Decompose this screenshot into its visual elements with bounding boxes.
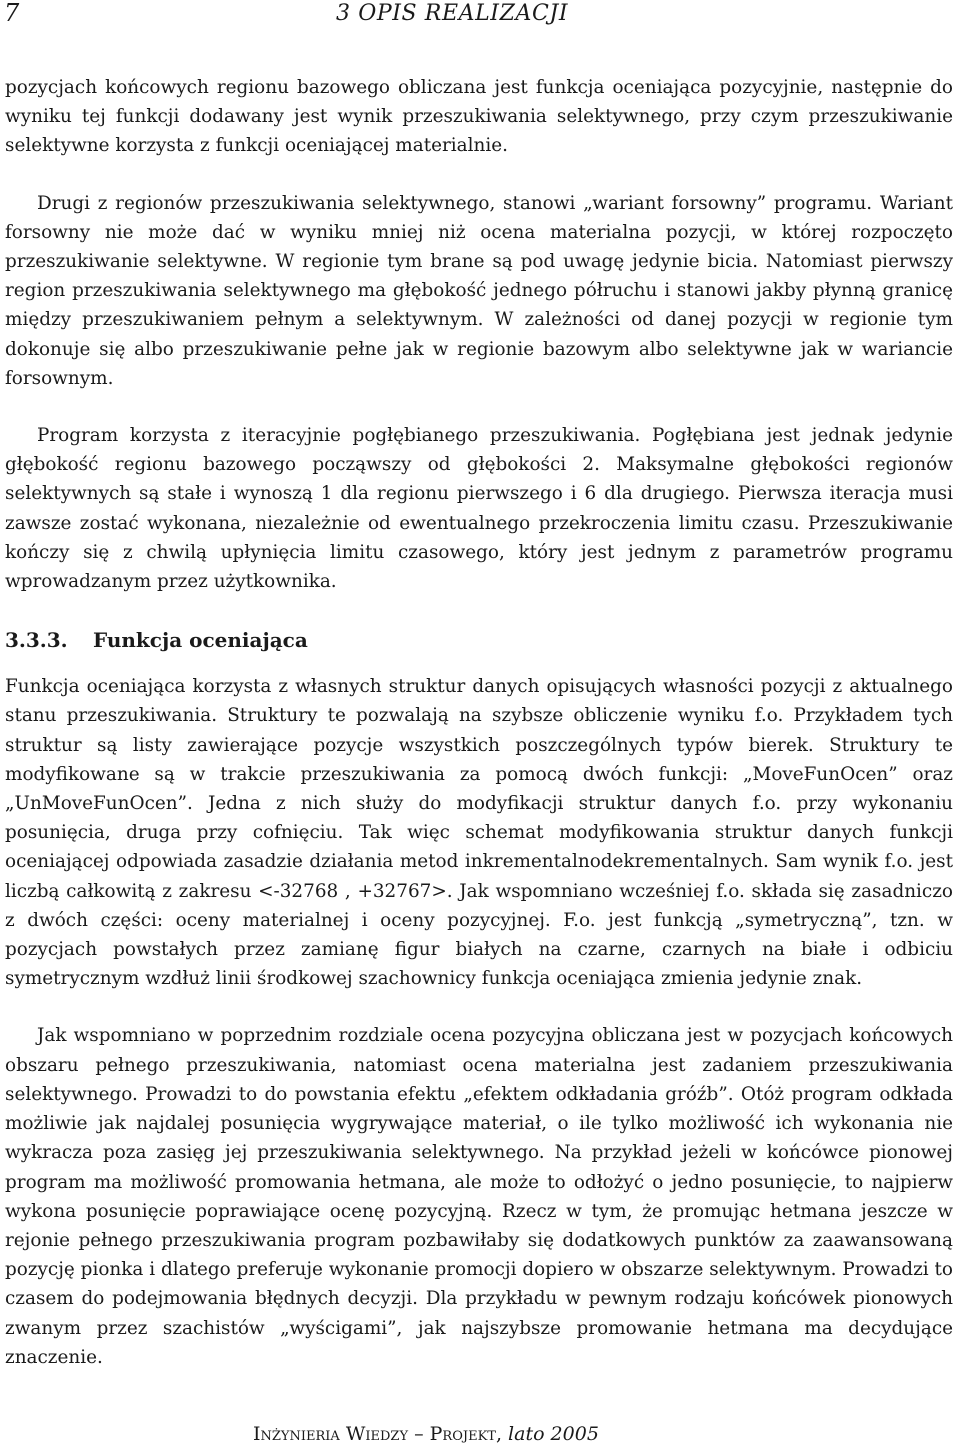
paragraph-forced-variant: Drugi z regionów przeszukiwania selektywnego, stanowi „wariant forsowny” programu. Wariant forsowny nie może dać w wyniku mniej niż ocena materialna pozycji, w której rozpoczęto przeszukiwanie selektywne. W regionie tym brane są pod uwagę jedynie bicia. Natomiast pierwszy region przeszukiwania selektywnego ma głębokość jednego półruchu i stanowi jakby płynną granicę między przeszukiwaniem pełnym a selektywnym. W zależności od danej pozycji w regionie tym dokonuje się albo przeszukiwanie pełne jak w regionie bazowym albo selektywne jak w wariancie forsownym.	[5, 192, 953, 389]
footer-date: lato 2005	[502, 1423, 599, 1445]
section-number: 3.3.3.	[5, 628, 68, 653]
page-header	[4, 0, 956, 30]
footer-journal: Inżynieria Wiedzy	[253, 1423, 409, 1445]
section-title: Funkcja oceniająca	[93, 628, 308, 653]
page-body	[5, 73, 953, 1372]
footer-separator: –	[408, 1423, 430, 1445]
running-head: 3 OPIS REALIZACJI	[336, 1, 569, 26]
page-number: 7	[4, 0, 20, 27]
footer-project: Projekt,	[429, 1423, 502, 1445]
paragraph-continuation: pozycjach końcowych regionu bazowego obliczana jest funkcja oceniająca pozycyjnie, następnie do wyniku tej funkcji dodawany jest wynik przeszukiwania selektywnego, przy czym przeszukiwanie selektywne korzysta z funkcji oceniającej materialnie.	[5, 77, 953, 157]
paragraph-iterative-deepening: Program korzysta z iteracyjnie pogłębianego przeszukiwania. Pogłębiana jest jednak jedynie głębokość regionu bazowego począwszy od głębokości 2. Maksymalne głębokości regionów selektywnych są stałe i wynoszą 1 dla regionu pierwszego i 6 dla drugiego. Pierwsza iteracja musi zawsze zostać wykonana, niezależnie od ewentualnego przekroczenia limitu czasu. Przeszukiwanie kończy się z chwilą upłynięcia limitu czasowego, który jest jednym z parametrów programu wprowadzanym przez użytkownika.	[5, 425, 953, 593]
paragraph-threat-postponement: Jak wspomniano w poprzednim rozdziale ocena pozycyjna obliczana jest w pozycjach końcowych obszaru pełnego przeszukiwania, natomiast ocena materialna jest zadaniem przeszukiwania selektywnego. Prowadzi to do powstania efektu „efektem odkładania gróźb”. Otóż program odkłada możliwie jak najdalej posunięcia wygrywające materiał, o ile tylko możliwość ich wykonania nie wykracza poza zasięg jej przeszukiwania selektywnego. Na przykład jeżeli w końcówce pionowej program ma możliwość promowania hetmana, ale może to odłożyć o jedno posunięcie, to najpierw wykona posunięcie poprawiające ocenę pozycyjną. Rzecz w tym, że promując hetmana jeszcze w rejonie pełnego przeszukiwania program pozbawiłaby się dodatkowych punktów za zaawansowaną pozycję pionka i dlatego preferuje wykonanie promocji dopiero w obszarze selektywnym. Prowadzi to czasem do podejmowania błędnych decyzji. Dla przykładu w pewnym rodzaju końcówek pionowych zwanym przez szachistów „wyścigami”, jak najszybsze promowanie hetmana ma decydujące znaczenie.	[5, 1025, 953, 1368]
section-heading	[5, 624, 953, 672]
paragraph-evaluation-function: Funkcja oceniająca korzysta z własnych struktur danych opisujących własności pozycji z aktualnego stanu przeszukiwania. Struktury te pozwalają na szybsze obliczenie wyniku f.o. Przykładem tych struktur są listy zawierające pozycje wszystkich poszczególnych typów bierek. Struktury te modyfikowane są w trakcie przeszukiwania za pomocą dwóch funkcji: „MoveFunOcen” oraz „UnMoveFunOcen”. Jedna z nich służy do modyfikacji struktur danych f.o. przy wykonaniu posunięcia, druga przy cofnięciu. Tak więc schemat modyfikowania struktur danych funkcji oceniającej odpowiada zasadzie działania metod inkrementalnodekrementalnych. Sam wynik f.o. jest liczbą całkowitą z zakresu <-32768 , +32767>. Jak wspomniano wcześniej f.o. składa się zasadniczo z dwóch części: oceny materialnej i oceny pozycyjnej. F.o. jest funkcją „symetryczną”, tzn. w pozycjach powstałych przez zamianę figur białych na czarne, czarnych na białe i odbiciu symetrycznym wzdłuż linii środkowej szachownicy funkcja oceniająca zmienia jedynie znak.	[5, 676, 953, 990]
